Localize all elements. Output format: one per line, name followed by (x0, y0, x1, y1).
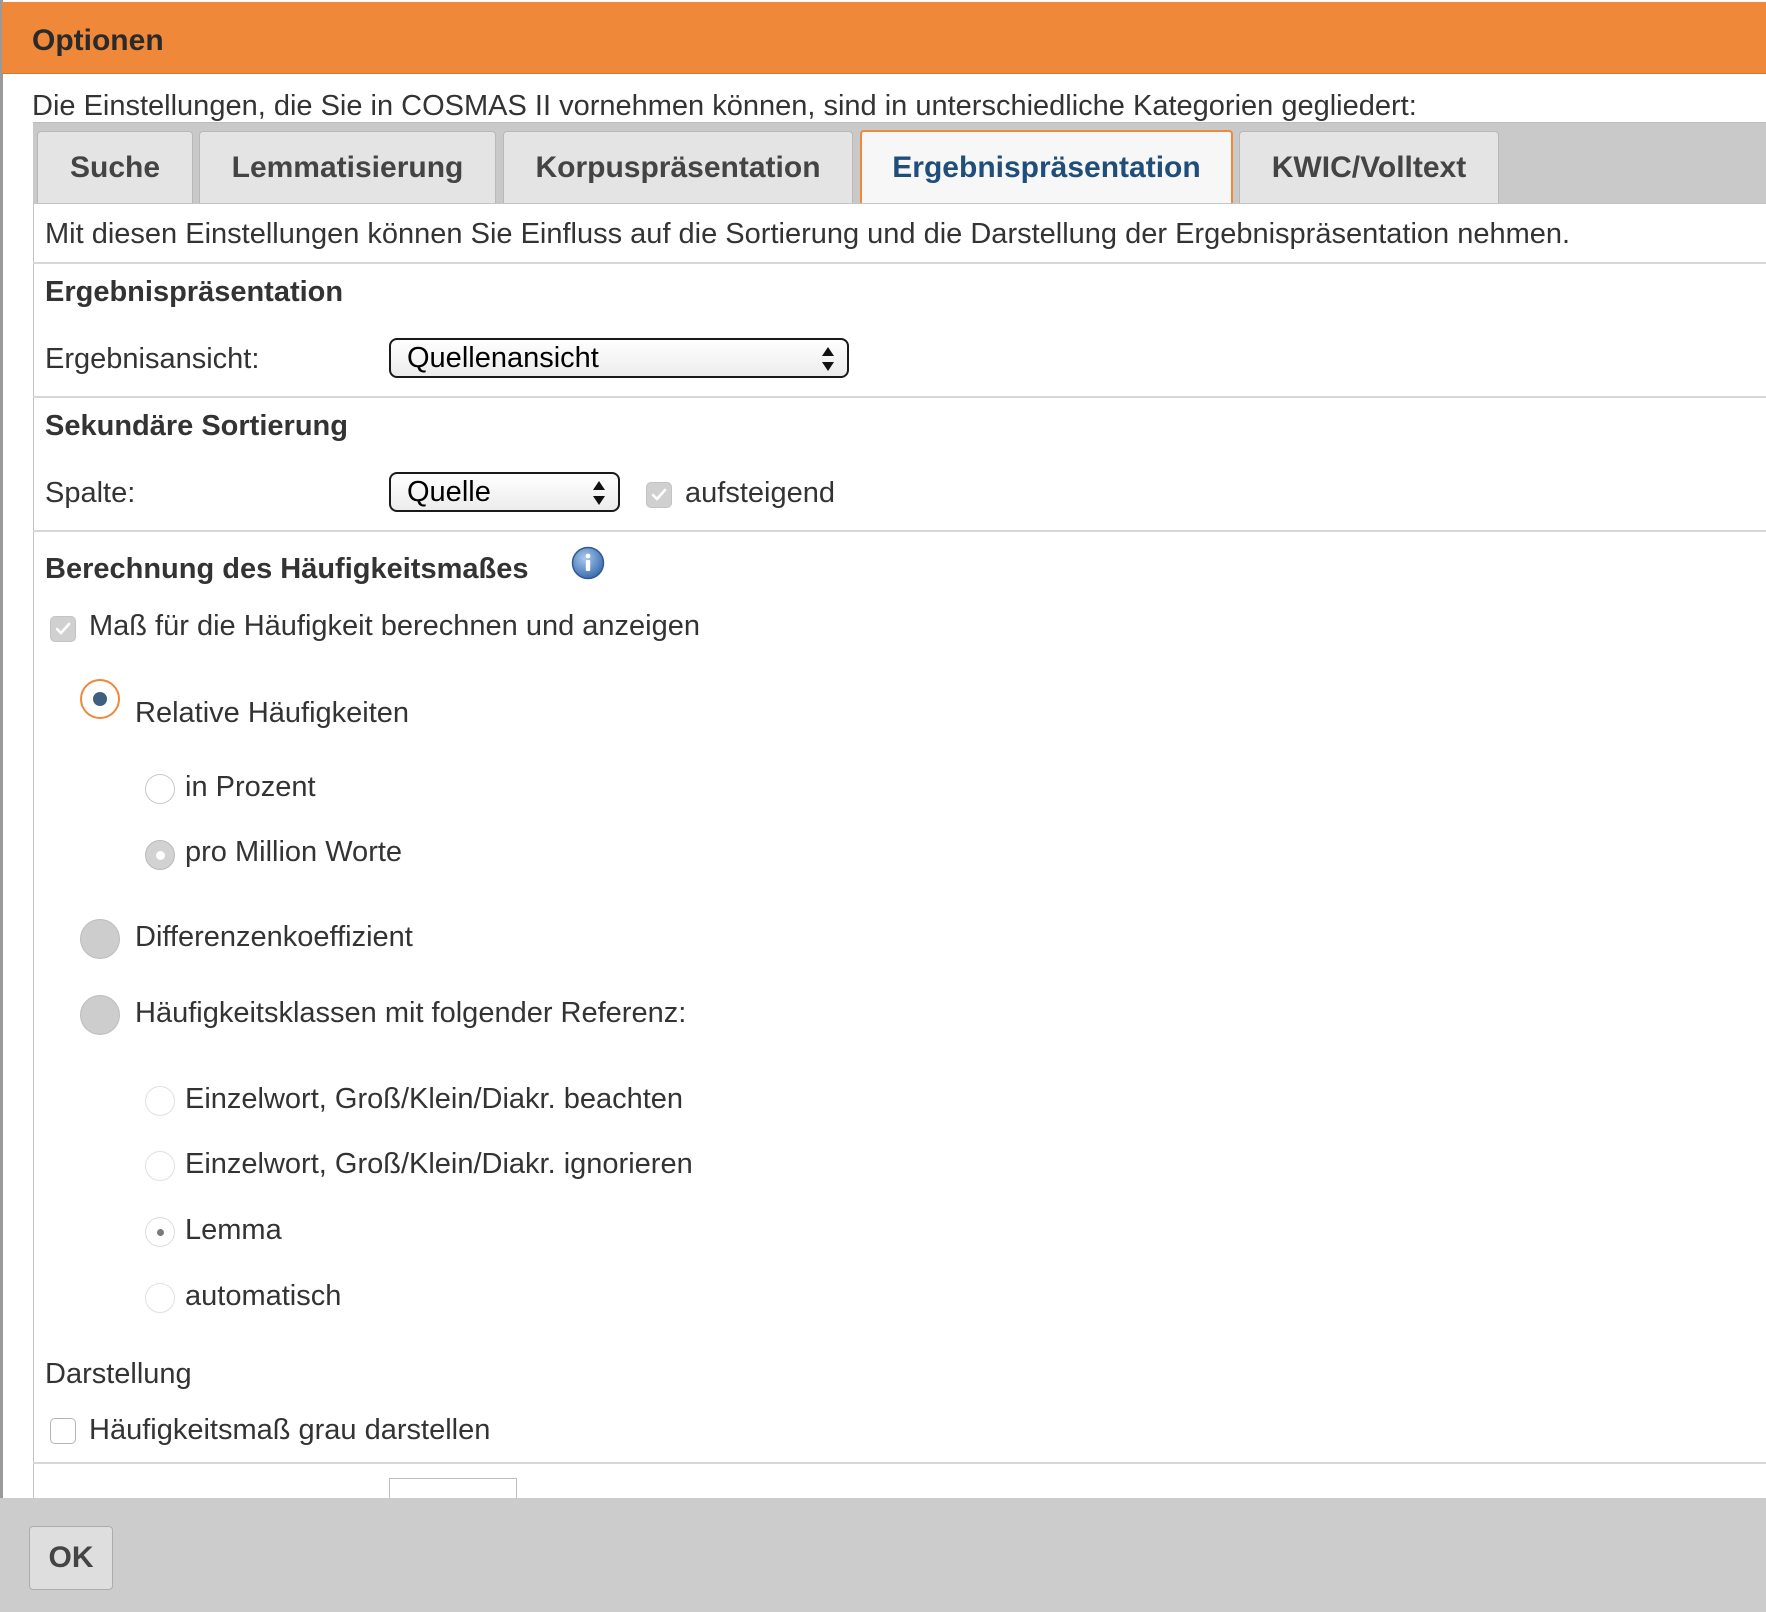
dialog-title: Optionen (32, 24, 164, 57)
radio-lemma[interactable] (145, 1217, 175, 1247)
gray-display-label: Häufigkeitsmaß grau darstellen (89, 1414, 491, 1446)
frequency-heading: Berechnung des Häufigkeitsmaßes (45, 553, 529, 585)
checkmark-icon (650, 486, 668, 504)
tab-korpuspraesentation[interactable]: Korpuspräsentation (503, 131, 853, 203)
radio-per-million[interactable] (145, 840, 175, 870)
checkmark-icon (54, 620, 72, 638)
ok-button[interactable]: OK (29, 1526, 113, 1590)
relative-label: Relative Häufigkeiten (135, 697, 410, 729)
radio-word-case[interactable] (145, 1086, 175, 1116)
per-million-label: pro Million Worte (185, 836, 403, 868)
divider (33, 1462, 1766, 1464)
result-section-heading: Ergebnispräsentation (45, 276, 344, 308)
panel-description: Mit diesen Einstellungen können Sie Einfluss auf die Sortierung und die Darstellung der Ergebnispräsentation nehmen. (45, 218, 1571, 250)
tab-suche[interactable]: Suche (37, 131, 193, 203)
info-icon[interactable] (571, 546, 605, 580)
compute-frequency-label: Maß für die Häufigkeit berechnen und anzeigen (89, 610, 700, 642)
tab-lemmatisierung[interactable]: Lemmatisierung (199, 131, 496, 203)
column-select[interactable] (389, 472, 620, 512)
dialog-footer (0, 1498, 1766, 1612)
word-case-label: Einzelwort, Groß/Klein/Diakr. beachten (185, 1083, 684, 1115)
title-bar[interactable] (2, 2, 1766, 74)
divider (33, 262, 1766, 264)
secondary-sort-heading: Sekundäre Sortierung (45, 410, 348, 442)
divider (33, 396, 1766, 398)
ascending-label: aufsteigend (685, 477, 835, 509)
result-view-label: Ergebnisansicht: (45, 343, 260, 375)
radio-difference[interactable] (80, 919, 120, 959)
result-view-select[interactable] (389, 338, 849, 378)
difference-label: Differenzenkoeffizient (135, 921, 413, 953)
radio-classes[interactable] (80, 995, 120, 1035)
window-edge (0, 0, 3, 1612)
radio-word-ignore[interactable] (145, 1151, 175, 1181)
column-label: Spalte: (45, 477, 136, 509)
tab-ergebnispraesentation[interactable]: Ergebnispräsentation (860, 130, 1233, 204)
automatic-label: automatisch (185, 1280, 342, 1312)
gray-display-checkbox[interactable] (50, 1418, 76, 1444)
radio-percent[interactable] (145, 774, 175, 804)
select-arrows-icon (821, 342, 835, 376)
tab-kwic-volltext[interactable]: KWIC/Volltext (1239, 131, 1499, 203)
compute-frequency-checkbox[interactable] (50, 616, 76, 642)
classes-label: Häufigkeitsklassen mit folgender Referenz: (135, 997, 687, 1029)
radio-relative[interactable] (80, 679, 120, 719)
select-arrows-icon (592, 476, 606, 510)
word-ignore-label: Einzelwort, Groß/Klein/Diakr. ignorieren (185, 1148, 693, 1180)
column-value: Quelle (407, 476, 491, 508)
radio-automatic[interactable] (145, 1283, 175, 1313)
lemma-label: Lemma (185, 1214, 282, 1246)
ascending-checkbox[interactable] (646, 482, 672, 508)
intro-text: Die Einstellungen, die Sie in COSMAS II vornehmen können, sind in unterschiedliche Kategorien gegliedert: (32, 90, 1417, 122)
divider (33, 530, 1766, 532)
percent-label: in Prozent (185, 771, 316, 803)
result-view-value: Quellenansicht (407, 342, 599, 374)
display-heading: Darstellung (45, 1358, 192, 1390)
